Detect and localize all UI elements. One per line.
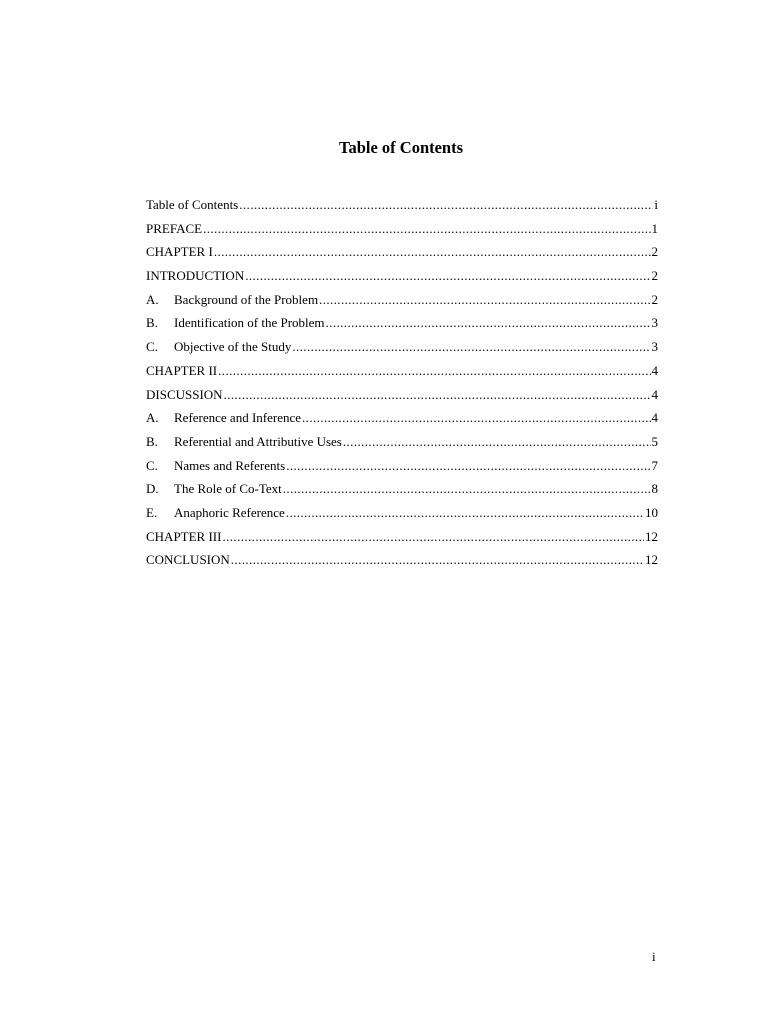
toc-entry[interactable] [146, 361, 658, 385]
toc-entry-label: Identification of the Problem [174, 315, 325, 331]
toc-entry-label: Referential and Attributive Uses [174, 433, 342, 449]
toc-entry-page: 4 [651, 410, 658, 426]
toc-entry[interactable] [146, 479, 658, 503]
toc-entry-page: 2 [651, 244, 658, 260]
toc-entry-marker: A. [146, 291, 159, 307]
toc-entry-page: 3 [651, 315, 658, 331]
toc-entry-marker: D. [146, 481, 159, 497]
toc-entry[interactable] [146, 242, 658, 266]
toc-entry-page: 4 [651, 386, 658, 402]
toc-entry[interactable] [146, 456, 658, 480]
toc-entry[interactable] [146, 313, 658, 337]
toc-entry-label: Names and Referents [174, 457, 286, 473]
table-of-contents [146, 195, 658, 574]
toc-entry-marker: A. [146, 410, 159, 426]
toc-entry[interactable] [146, 550, 658, 574]
toc-entry-page: 12 [645, 528, 658, 544]
toc-dot-leader [292, 337, 650, 357]
toc-entry-label: Background of the Problem [174, 291, 319, 307]
toc-entry-marker: B. [146, 315, 158, 331]
toc-entry-label: INTRODUCTION [146, 268, 245, 284]
toc-entry-page: 7 [651, 457, 658, 473]
toc-entry-page: 12 [645, 552, 658, 568]
toc-entry-label: The Role of Co-Text [174, 481, 282, 497]
toc-entry-label: CHAPTER I [146, 244, 213, 260]
toc-entry-page: 4 [651, 362, 658, 378]
toc-entry-page: 10 [645, 504, 658, 520]
toc-dot-leader [286, 503, 644, 523]
toc-dot-leader [343, 432, 651, 452]
toc-dot-leader [222, 527, 644, 547]
toc-entry-label: CHAPTER II [146, 362, 218, 378]
toc-dot-leader [214, 242, 651, 262]
toc-dot-leader [326, 313, 651, 333]
toc-dot-leader [319, 290, 650, 310]
toc-entry-page: 1 [651, 220, 658, 236]
toc-dot-leader [203, 219, 650, 239]
toc-dot-leader [218, 361, 650, 381]
toc-entry-label: Table of Contents [146, 197, 239, 212]
toc-dot-leader [302, 408, 650, 428]
page-title: Table of Contents [338, 138, 464, 157]
toc-entry-marker: E. [146, 504, 158, 520]
toc-entry[interactable] [146, 219, 658, 243]
toc-entry[interactable] [146, 195, 658, 219]
toc-entry[interactable] [146, 266, 658, 290]
toc-entry-page: i [654, 197, 658, 212]
toc-dot-leader [231, 550, 644, 570]
toc-entry[interactable] [146, 527, 658, 551]
toc-entry[interactable] [146, 503, 658, 527]
toc-entry-label: CONCLUSION [146, 552, 230, 568]
toc-dot-leader [239, 195, 653, 215]
page-number: i [652, 949, 656, 964]
toc-entry-label: PREFACE [146, 220, 203, 236]
toc-dot-leader [286, 456, 650, 476]
toc-entry[interactable] [146, 432, 658, 456]
toc-entry-marker: B. [146, 433, 158, 449]
toc-entry-page: 8 [651, 481, 658, 497]
toc-entry[interactable] [146, 385, 658, 409]
toc-dot-leader [283, 479, 651, 499]
toc-entry-marker: C. [146, 457, 158, 473]
toc-entry[interactable] [146, 337, 658, 361]
toc-dot-leader [245, 266, 650, 286]
toc-entry-label: Objective of the Study [174, 339, 292, 355]
toc-entry[interactable] [146, 408, 658, 432]
toc-entry-label: Anaphoric Reference [174, 504, 285, 520]
toc-entry[interactable] [146, 290, 658, 314]
toc-entry-page: 2 [651, 268, 658, 284]
toc-entry-label: CHAPTER III [146, 528, 222, 544]
toc-entry-page: 2 [651, 291, 658, 307]
toc-entry-page: 3 [651, 339, 658, 355]
toc-entry-marker: C. [146, 339, 158, 355]
toc-entry-label: Reference and Inference [174, 410, 302, 426]
toc-entry-page: 5 [651, 433, 658, 449]
toc-entry-label: DISCUSSION [146, 386, 223, 402]
toc-dot-leader [224, 385, 651, 405]
